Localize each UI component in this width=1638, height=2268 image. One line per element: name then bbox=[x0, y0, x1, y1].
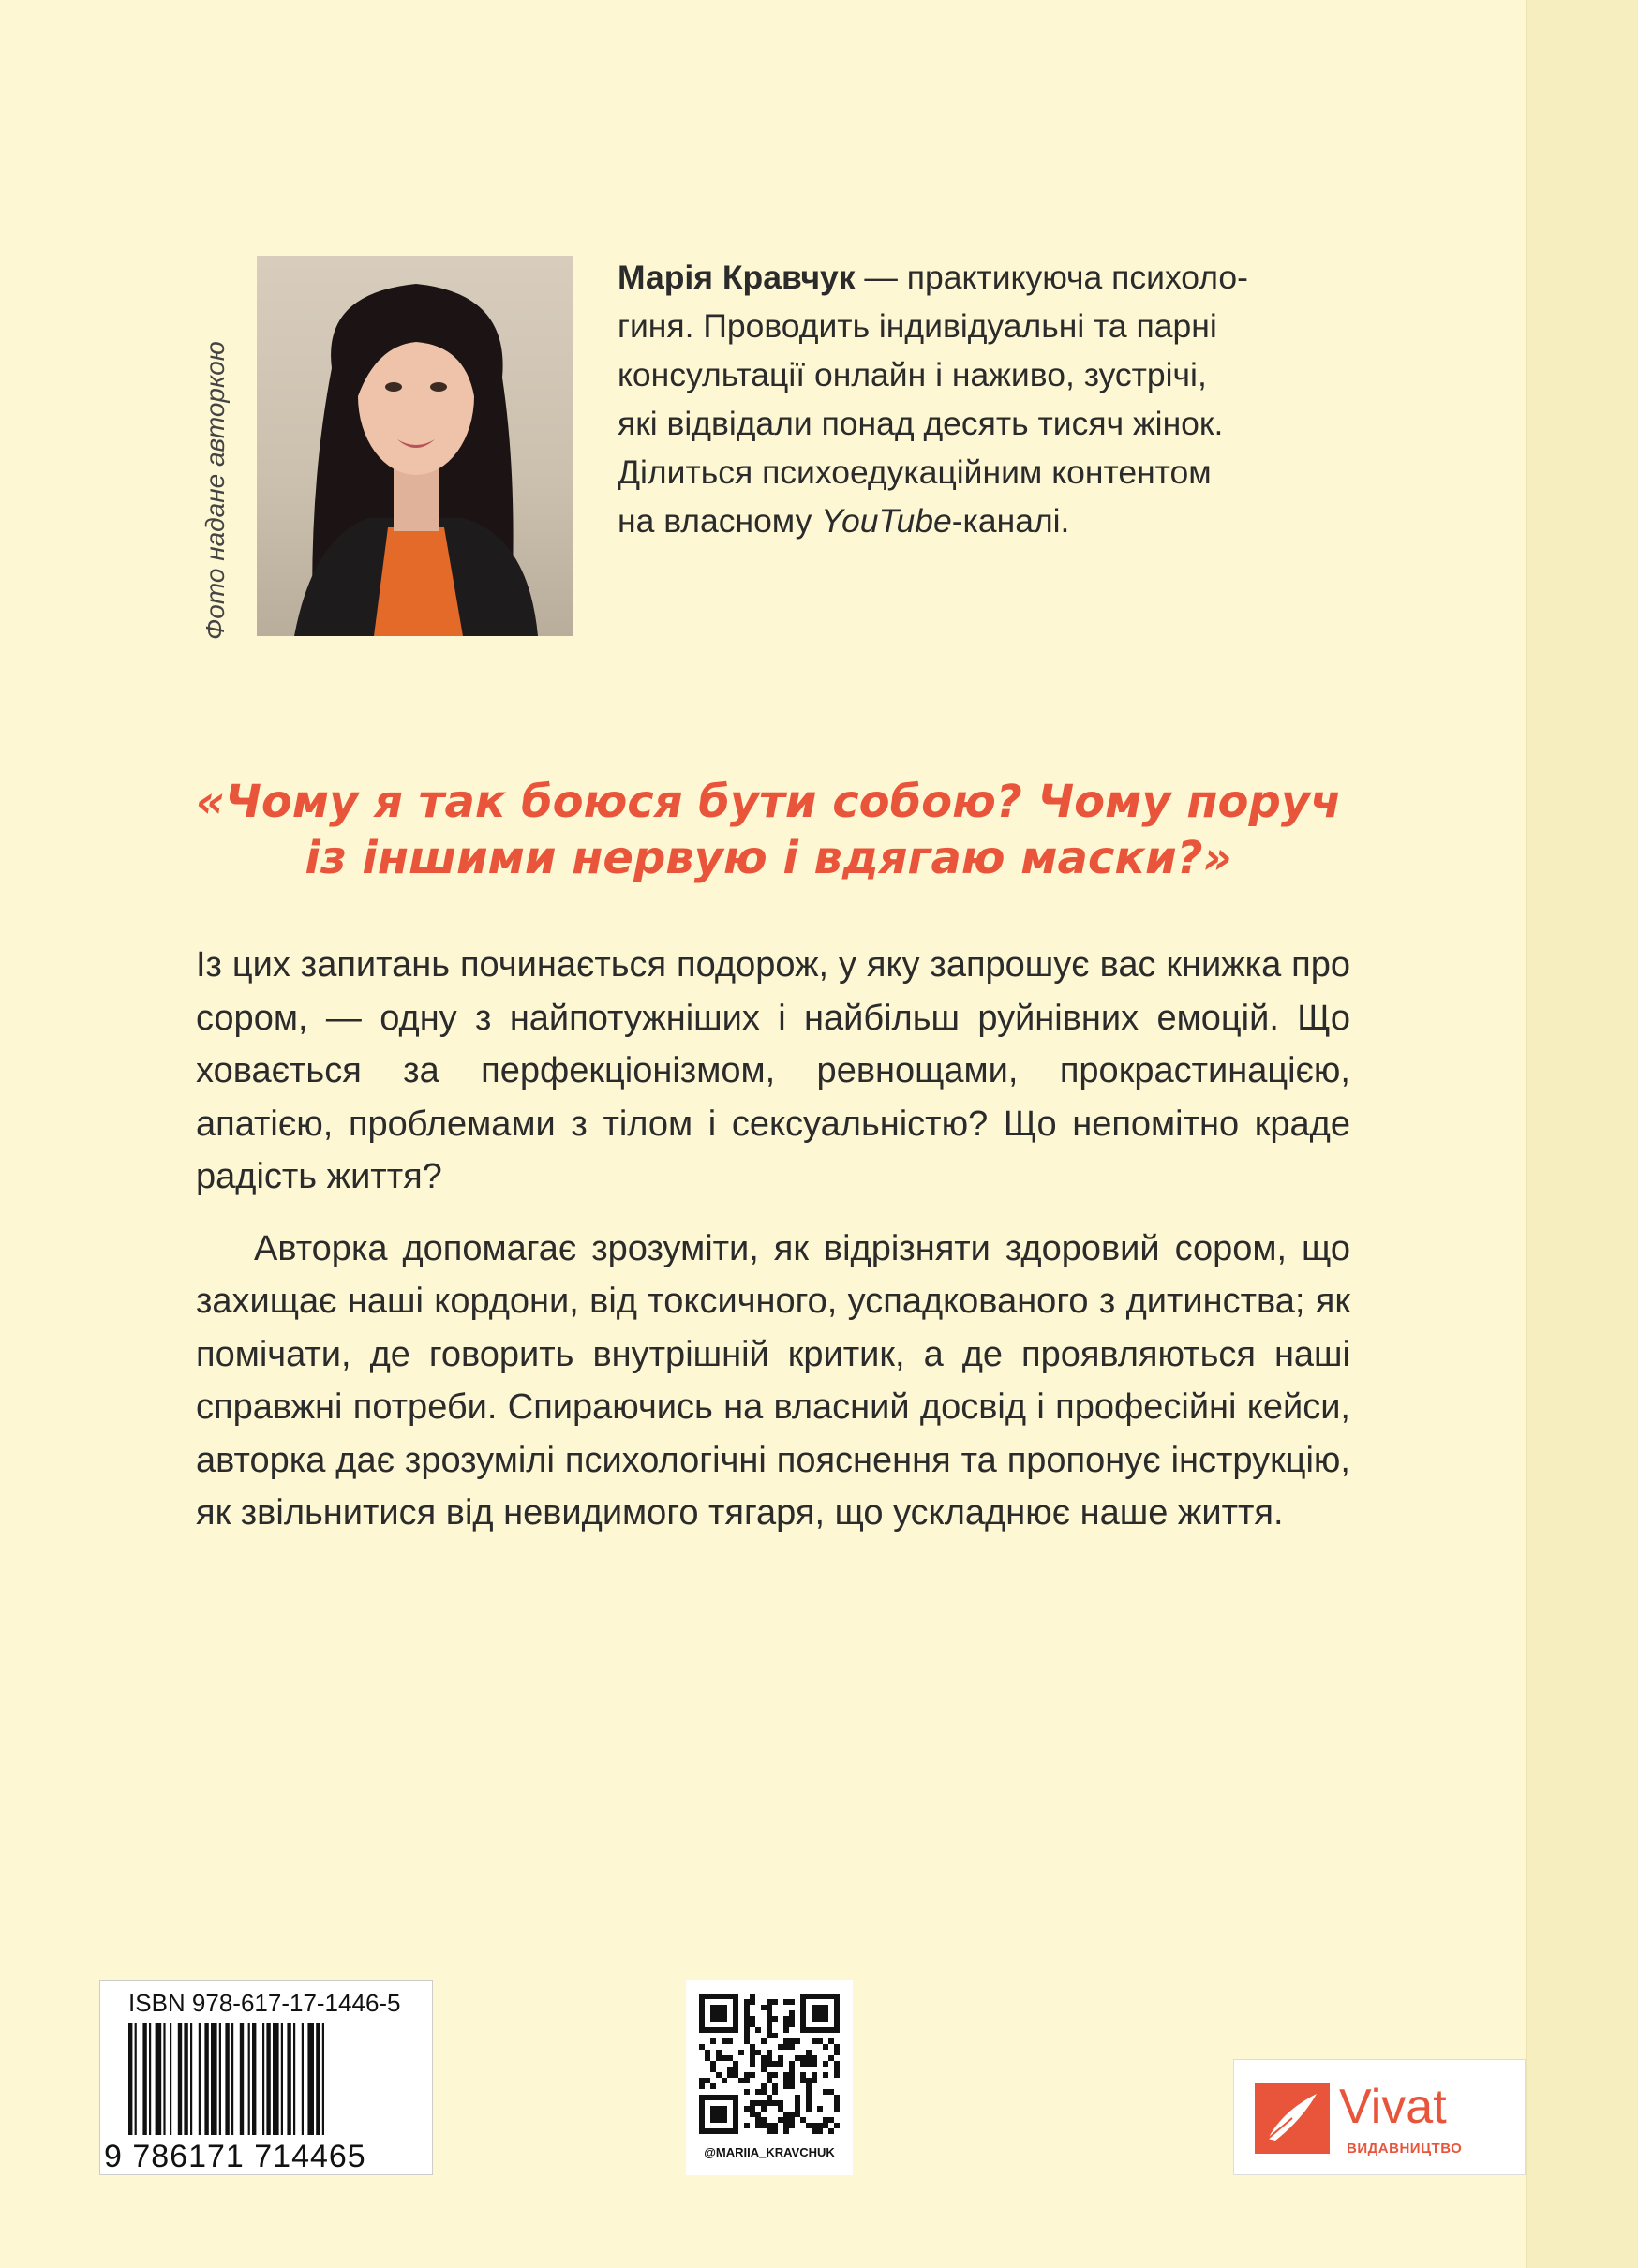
description-paragraph: Із цих запитань починається подорож, у яку запрошує вас книжка про сором, — одну з найпотужніших і найбільш руйнівних емоцій. Що ховається за перфекціонізмом, ревнощами, прокрастинацією, апатією, проблемами з тілом і сексуальністю? Що непомітно краде радість життя? bbox=[196, 945, 1350, 1196]
isbn-barcode bbox=[99, 1980, 433, 2175]
author-photo bbox=[257, 256, 573, 636]
author-name: Марія Кравчук bbox=[618, 259, 856, 296]
vivat-feather-icon bbox=[1255, 2083, 1330, 2154]
photo-credit: Фото надане авторкою bbox=[201, 341, 230, 640]
spine-strip bbox=[1526, 0, 1638, 2268]
publisher-logo bbox=[1233, 2059, 1526, 2175]
ean-digits: 9 786171 714465 bbox=[104, 2139, 366, 2174]
publisher-subtitle: ВИДАВНИЦТВО bbox=[1347, 2141, 1463, 2157]
barcode-bars bbox=[128, 2023, 410, 2135]
pull-quote: «Чому я так боюся бути собою? Чому поруч із іншими нервую і вдягаю маски?» bbox=[195, 776, 1342, 884]
author-bio: Марія Кравчук — практикуюча психоло- гиня. Проводить індивідуальні та парні консультації онлайн і наживо, зустрічі, які відвідали понад десять тисяч жінок. Ділиться психоедукаційним контентом на власному YouTube-каналі. bbox=[618, 259, 1248, 540]
publisher-name: Vivat bbox=[1339, 2080, 1447, 2134]
description-paragraph: Авторка допомагає зрозуміти, як відрізняти здоровий сором, що захищає наші кордони, від токсичного, успадкованого з дитинства; як помічати, де говорить внутрішній критик, а де проявляються наші справжні потреби. Спираючись на власний досвід і професійні кейси, авторка дає зрозумілі психологічні пояснення та пропонує інструкцію, як звільнитися від невидимого тягаря, що ускладнює наше життя. bbox=[196, 1228, 1350, 1533]
qr-caption: @MARIIA_KRAVCHUK bbox=[704, 2145, 835, 2159]
qr-icon bbox=[699, 1994, 840, 2134]
qr-code bbox=[686, 1980, 853, 2175]
book-description bbox=[196, 939, 1350, 1559]
isbn-label: ISBN 978-617-17-1446-5 bbox=[128, 1989, 401, 2017]
